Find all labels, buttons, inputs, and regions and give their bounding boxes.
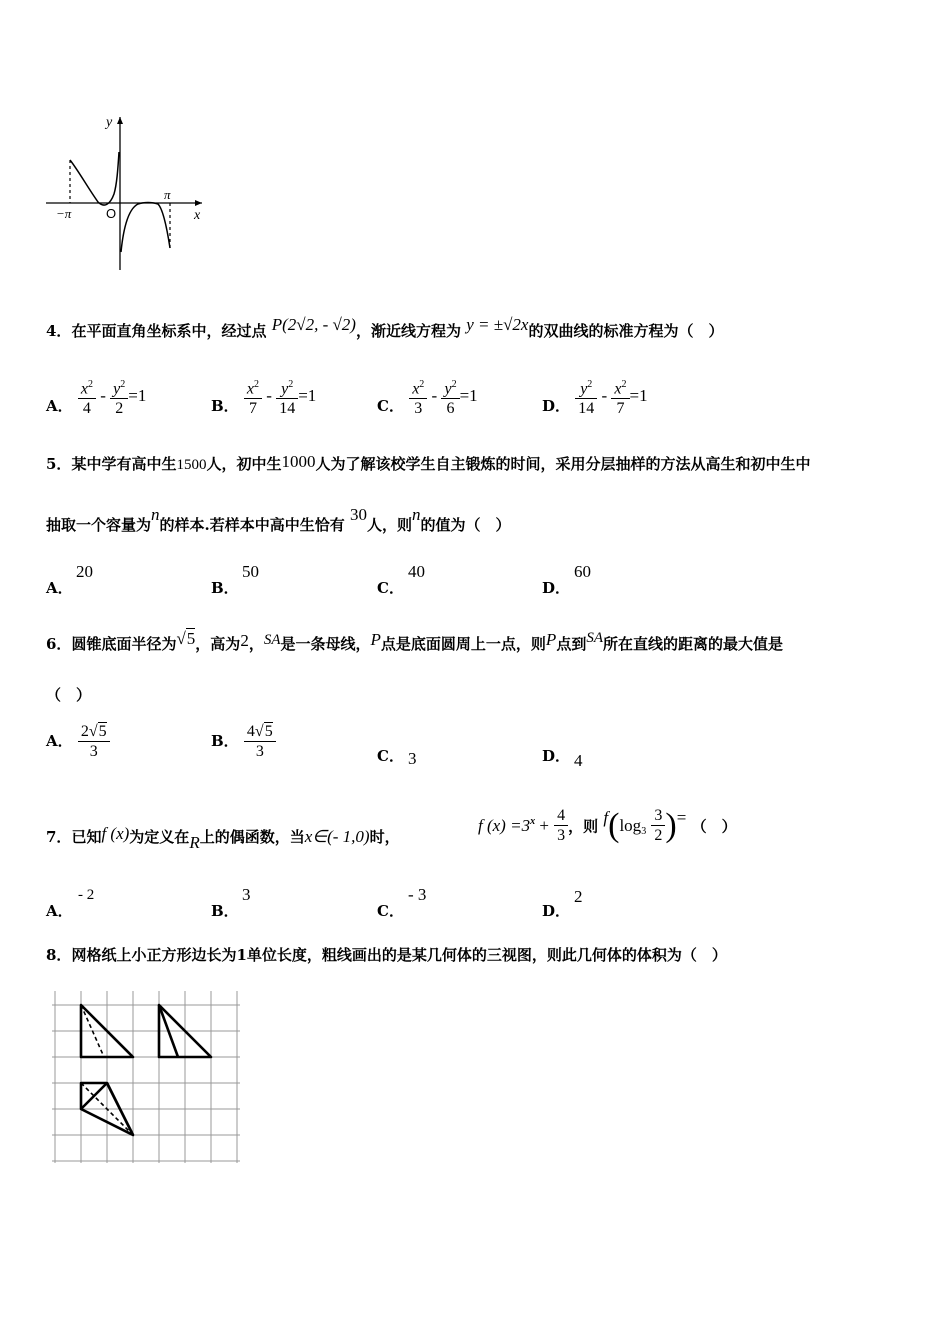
equals-one: =1 [128,386,147,406]
q7-option-d-value: 2 [574,887,583,906]
y-axis-label: y [106,115,113,130]
option-label: D． [542,747,571,765]
option-label: D． [542,397,571,416]
option-label: D． [542,579,571,597]
three-view-grid-figure [50,985,242,1167]
q8-text: 网格纸上小正方形边长为1单位长度，粗线画出的是某几何体的三视图，则此几何体的体积为（ ） [71,946,727,964]
frac-num: x [80,380,88,398]
option-label: A． [46,397,73,416]
q7-text-4: 时， [369,828,400,846]
question-number: 6． [46,635,72,653]
q7-text-6: （ ） [691,817,737,836]
question-number: 5． [46,455,72,473]
q4-asymptote: y = ±√2x [466,315,529,334]
question-number: 8． [46,946,72,964]
q5-middle-count: 1000 [281,452,316,471]
q5-option-c-value: 40 [408,562,425,581]
frac-den: 2 [115,400,124,418]
frac-den: 3 [557,827,566,844]
frac-num: y [444,380,452,398]
q7-equals: = [676,808,687,827]
q5-text-5: 的样本.若样本中高中生恰有 [159,516,345,534]
q4-option-a[interactable]: A． $\frac{x^2}{4}$ - $\frac{y^2}{2}$ =1 [46,375,146,419]
q7-condition: x∈(- 1,0) [304,827,370,846]
option-label: D． [542,902,571,920]
frac-den: 7 [616,400,625,418]
frac-num: y [281,380,289,398]
q7-log: log [619,816,642,835]
q7-option-c-value: - 3 [408,885,427,904]
frac-num: x [614,380,622,398]
q4-text-3: 的双曲线的标准方程为（ ） [528,322,724,340]
question-number: 4． [46,322,72,340]
option-label: C． [377,902,404,920]
q5-option-d[interactable] [542,577,570,598]
frac-den: 4 [82,400,91,418]
q6-p: P [370,630,381,649]
q5-option-a[interactable] [46,577,73,598]
pi-label: π [164,187,171,202]
q5-text-3: 人为了解该校学生自主锻炼的时间，采用分层抽样的方法从高生和初中生中 [315,455,811,473]
q7-f: f [603,808,609,827]
equals-one: =1 [629,386,648,406]
function-graph-figure [44,112,214,272]
q7-text-3: 上的偶函数，当 [199,828,305,846]
question-4-stem [46,315,724,342]
q5-text-2: 人，初中生 [206,455,282,473]
q7-text-2: 为定义在 [129,828,190,846]
question-8-stem [46,944,727,966]
q5-option-d-value: 60 [574,562,591,581]
option-label: B． [211,732,239,750]
q5-option-a-value: 20 [76,562,93,581]
q5-option-b-value: 50 [242,562,259,581]
q7-option-d[interactable] [542,900,570,921]
q6-height: 2 [240,631,249,650]
q6-text-5: 点是底面圆周上一点，则 [380,635,546,653]
q7-option-a[interactable] [46,900,73,921]
equals-one: =1 [298,386,317,406]
q5-sample-count: 30 [349,505,367,524]
option-label: A． [46,902,73,920]
q7-fx: f (x) [101,824,130,843]
frac-num: x [246,380,255,398]
q7-text-5: ，则 [568,817,599,836]
option-label: C． [377,747,404,765]
frac-coef: 4 [246,723,255,740]
q7-expression: f $(x) =3^x$ + $\frac{4}{3}$ ，则 $f(\log_3$ $\frac{3}{2}$ )= （ ） [478,807,737,844]
q6-option-b[interactable]: B． $\frac{4√5}{3}$ [211,722,276,762]
q6-text-7: 所在直线的距离的最大值是 [603,635,784,653]
q6-sa: SA [263,632,281,648]
option-label: B． [211,579,239,597]
equals-one: =1 [459,386,478,406]
frac-den: 2 [654,827,663,844]
q7-exp-sup: x [530,816,536,827]
question-7-stem [46,824,400,852]
q7-option-c[interactable] [377,900,404,921]
question-6-stem-line2 [46,684,91,706]
q6-option-c-value: 3 [408,749,417,768]
q4-text-2: ，渐近线方程为 [355,322,461,340]
frac-den: 14 [279,400,296,418]
frac-num: y [113,380,121,398]
q6-p: P [545,630,557,649]
q5-option-b[interactable] [211,577,239,598]
q7-option-b-value: 3 [242,885,251,904]
frac-den: 3 [414,400,423,418]
q6-option-d[interactable] [542,745,570,766]
q6-option-c[interactable] [377,745,404,766]
frac-den: 7 [248,400,257,418]
q7-option-a-value: - 2 [78,887,95,903]
q5-text-7: 的值为（ ） [420,516,511,534]
x-axis-label: x [194,208,201,223]
q5-n: n [412,505,421,524]
question-6-stem: 6．圆锥底面半径为√5，高为2，SA是一条母线，P点是底面圆周上一点，则P点到SA所在直线的距离的最大值是 [46,629,784,653]
q4-point: P(2√2, - √2) [271,315,356,334]
frac-num: 3 [651,806,665,826]
q6-text-2: ，高为 [195,635,241,653]
q7-plus: + [535,816,549,835]
q6-option-d-value: 4 [574,751,583,770]
frac-den: 3 [89,743,98,760]
option-label: C． [377,579,404,597]
q6-text-1: 圆锥底面半径为 [71,635,177,653]
frac-den: 14 [578,400,595,418]
q5-text-4: 抽取一个容量为 [46,516,152,534]
question-5-stem-line2 [46,505,511,536]
q5-high-count: 1500 [176,457,207,473]
q6-text-3: ， [248,635,264,653]
q7-r: R [189,833,200,852]
option-label: B． [211,397,239,416]
option-label: C． [377,397,404,416]
neg-pi-label: −π [56,206,72,221]
q4-option-b[interactable]: B． $\frac{x^2}{7}$ - $\frac{y^2}{14}$ =1 [211,375,316,419]
frac-num: 4 [554,806,568,826]
frac-radicand: 5 [98,723,107,740]
q7-fx-def: f (x) =3 [478,816,531,835]
q6-text-6: 点到 [556,635,587,653]
origin-label: O [106,206,117,221]
option-label: B． [211,902,239,920]
option-label: A． [46,732,73,750]
frac-num: x [412,380,420,398]
q7-option-b[interactable] [211,900,239,921]
q4-option-c[interactable]: C． $\frac{x^2}{3}$ - $\frac{y^2}{6}$ =1 [377,375,478,419]
q5-n: n [151,505,160,524]
q6-sa: SA [586,630,603,646]
q6-option-a[interactable]: A． $\frac{2√5}{3}$ [46,722,110,762]
q4-text-1: 在平面直角坐标系中，经过点 [71,322,267,340]
q6-text-4: 是一条母线， [280,635,371,653]
q6-radius: 5 [186,629,196,648]
q5-text-6: 人，则 [366,516,412,534]
q7-log-base: 3 [641,826,647,837]
q7-text-1: 已知 [71,828,102,846]
frac-radicand: 5 [264,723,273,740]
q4-option-d[interactable]: D． $\frac{y^2}{14}$ - $\frac{x^2}{7}$ =1 [542,375,648,419]
question-5-stem [46,453,810,476]
frac-num: y [580,380,588,398]
option-label: A． [46,579,73,597]
question-number: 7． [46,828,72,846]
q5-option-c[interactable] [377,577,404,598]
frac-den: 6 [446,400,455,418]
q5-text-1: 某中学有高中生 [71,455,177,473]
frac-coef: 2 [80,723,89,740]
frac-den: 3 [255,743,264,760]
q6-text-8: （ ） [46,686,92,704]
